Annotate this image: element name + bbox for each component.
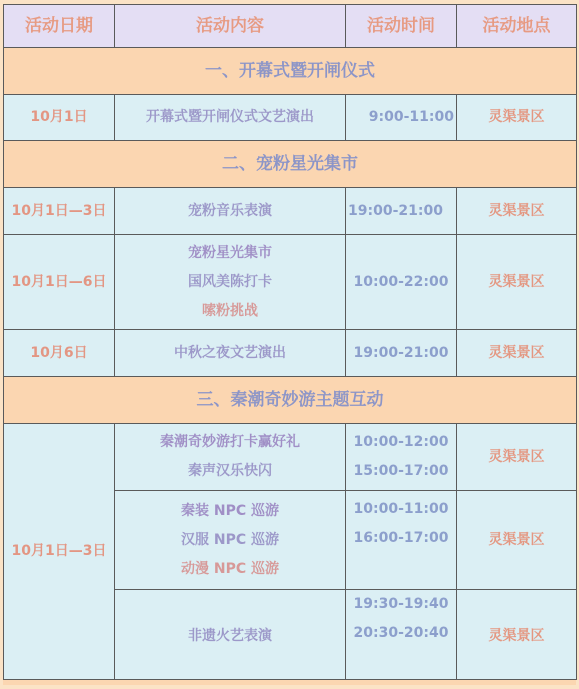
time-cell bbox=[346, 235, 457, 330]
content-line: 国风美陈打卡 bbox=[188, 273, 272, 290]
table-row bbox=[4, 424, 577, 491]
time-line: 19:00-21:00 bbox=[348, 202, 443, 219]
place-line: 灵渠景区 bbox=[488, 628, 545, 644]
content-cell bbox=[115, 330, 346, 377]
section-row bbox=[4, 141, 577, 188]
section-row bbox=[4, 48, 577, 95]
time-line: 9:00-11:00 bbox=[368, 109, 454, 125]
content-line: 开幕式暨开闸仪式文艺演出 bbox=[146, 109, 314, 125]
content-cell bbox=[115, 424, 346, 491]
header-date: 活动日期 bbox=[4, 5, 115, 48]
place-cell: 灵渠景区 bbox=[457, 235, 577, 330]
time-cell bbox=[346, 491, 457, 590]
table-row bbox=[4, 188, 577, 235]
time-cell bbox=[346, 424, 457, 491]
content-line: 汉服 NPC 巡游 bbox=[181, 531, 279, 548]
table-row bbox=[4, 330, 577, 377]
place-cell: 灵渠景区 bbox=[457, 491, 577, 590]
place-cell: 灵渠景区 bbox=[457, 330, 577, 377]
table-row bbox=[4, 95, 577, 141]
date-cell: 10月6日 bbox=[4, 330, 115, 377]
time-cell bbox=[346, 330, 457, 377]
content-cell bbox=[115, 590, 346, 680]
content-line: 秦潮奇妙游打卡赢好礼 bbox=[160, 434, 300, 450]
time-line: 19:30-19:40 bbox=[353, 596, 449, 612]
section-row bbox=[4, 377, 577, 424]
content-line: 秦装 NPC 巡游 bbox=[181, 502, 279, 519]
place-cell: 灵渠景区 bbox=[457, 188, 577, 235]
content-cell bbox=[115, 235, 346, 330]
time-line: 15:00-17:00 bbox=[353, 463, 449, 479]
date-cell: 10月1日—3日 bbox=[4, 424, 115, 680]
content-line: 宠粉星光集市 bbox=[188, 244, 272, 261]
content-cell bbox=[115, 491, 346, 590]
time-line: 20:30-20:40 bbox=[353, 625, 449, 641]
header-row bbox=[4, 5, 577, 48]
date-cell: 10月1日—3日 bbox=[4, 188, 115, 235]
section-title-interactive: 三、秦潮奇妙游主题互动 bbox=[4, 377, 577, 424]
content-line: 嗦粉挑战 bbox=[202, 302, 258, 319]
bottom-band bbox=[3, 680, 576, 685]
time-line: 10:00-11:00 bbox=[353, 501, 449, 517]
section-title-market: 二、宠粉星光集市 bbox=[4, 141, 577, 188]
content-line: 非遗火艺表演 bbox=[188, 627, 272, 644]
time-cell bbox=[346, 188, 457, 235]
header-time: 活动时间 bbox=[346, 5, 457, 48]
content-line: 中秋之夜文艺演出 bbox=[174, 344, 286, 361]
header-place: 活动地点 bbox=[457, 5, 577, 48]
date-cell: 10月1日—6日 bbox=[4, 235, 115, 330]
place-cell bbox=[457, 590, 577, 680]
time-line: 16:00-17:00 bbox=[353, 530, 449, 546]
table-row bbox=[4, 235, 577, 330]
time-line: 10:00-12:00 bbox=[353, 434, 449, 450]
content-line: 宠粉音乐表演 bbox=[188, 202, 272, 219]
content-line: 秦声汉乐快闪 bbox=[188, 463, 272, 479]
time-cell bbox=[346, 95, 457, 141]
time-line: 10:00-22:00 bbox=[353, 273, 449, 290]
schedule-table bbox=[3, 4, 577, 680]
content-line: 动漫 NPC 巡游 bbox=[181, 560, 279, 577]
date-cell: 10月1日 bbox=[4, 95, 115, 141]
content-cell bbox=[115, 95, 346, 141]
place-cell: 灵渠景区 bbox=[457, 95, 577, 141]
time-line: 19:00-21:00 bbox=[353, 344, 449, 361]
content-cell bbox=[115, 188, 346, 235]
section-title-opening: 一、开幕式暨开闸仪式 bbox=[4, 48, 577, 95]
place-cell: 灵渠景区 bbox=[457, 424, 577, 491]
time-cell bbox=[346, 590, 457, 680]
header-content: 活动内容 bbox=[115, 5, 346, 48]
